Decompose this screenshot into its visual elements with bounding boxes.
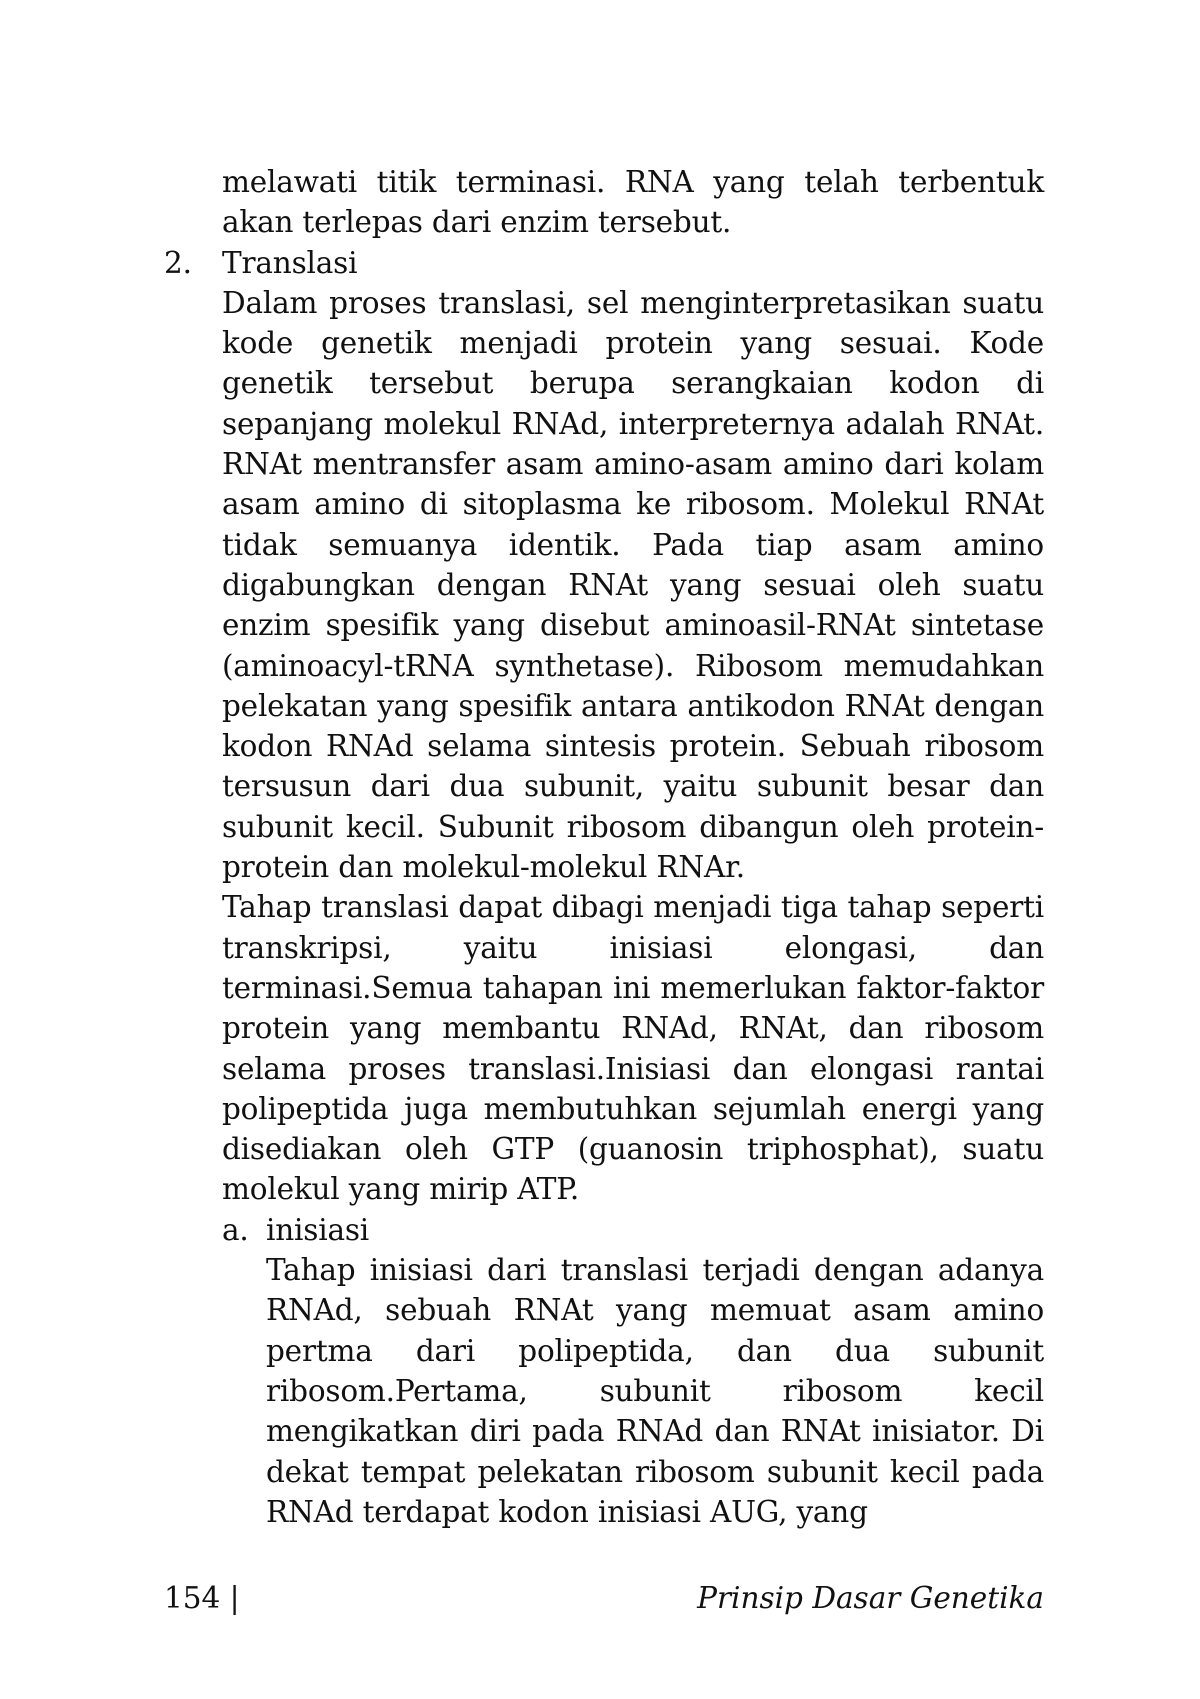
section-paragraph-1: Dalam proses translasi, sel menginterpretasikan suatu kode genetik menjadi protein yang sesuai. Kode genetik tersebut berupa serangkaian kodon di sepanjang molekul RNAd, interpreternya adalah RNAt. RNAt mentransfer asam amino-asam amino dari kolam asam amino di sitoplasma ke ribosom. Molekul RNAt tidak semuanya identik. Pada tiap asam amino digabungkan dengan RNAt yang sesuai oleh suatu enzim spesifik yang disebut aminoasil-RNAt sintetase (aminoacyl-tRNA synthetase). Ribosom memudahkan pelekatan yang spesifik antara antikodon RNAt dengan kodon RNAd selama sintesis protein. Sebuah ribosom tersusun dari dua subunit, yaitu subunit besar dan subunit kecil. Subunit ribosom dibangun oleh protein-protein dan molekul-molekul RNAr. (222, 285, 1044, 885)
section-heading (164, 243, 1044, 283)
section-paragraph-2: Tahap translasi dapat dibagi menjadi tiga tahap seperti transkripsi, yaitu inisiasi elongasi, dan terminasi.Semua tahapan ini memerlukan faktor-faktor protein yang membantu RNAd, RNAt, dan ribosom selama proses translasi.Inisiasi dan elongasi rantai polipeptida juga membutuhkan sejumlah energi yang disediakan oleh GTP (guanosin triphosphat), suatu molekul yang mirip ATP. (222, 890, 1044, 1207)
section-title: Translasi (222, 245, 358, 280)
book-title: Prinsip Dasar Genetika (697, 1581, 1044, 1615)
page-body (164, 162, 1044, 1532)
subsection-heading (222, 1210, 1044, 1250)
page-footer (164, 1578, 1044, 1618)
subsection-letter: a. (222, 1212, 249, 1247)
subsection-title: inisiasi (266, 1212, 370, 1247)
subsection-paragraph: Tahap inisiasi dari translasi terjadi dengan adanya RNAd, sebuah RNAt yang memuat asam amino pertma dari polipeptida, dan dua subunit ribosom.Pertama, subunit ribosom kecil mengikatkan diri pada RNAd dan RNAt inisiator. Di dekat tempat pelekatan ribosom subunit kecil pada RNAd terdapat kodon inisiasi AUG, yang (266, 1253, 1044, 1529)
section-number: 2. (164, 245, 192, 280)
continuation-paragraph: melawati titik terminasi. RNA yang telah terbentuk akan terlepas dari enzim tersebut. (222, 165, 1044, 240)
page-number: 154 | (164, 1581, 240, 1615)
